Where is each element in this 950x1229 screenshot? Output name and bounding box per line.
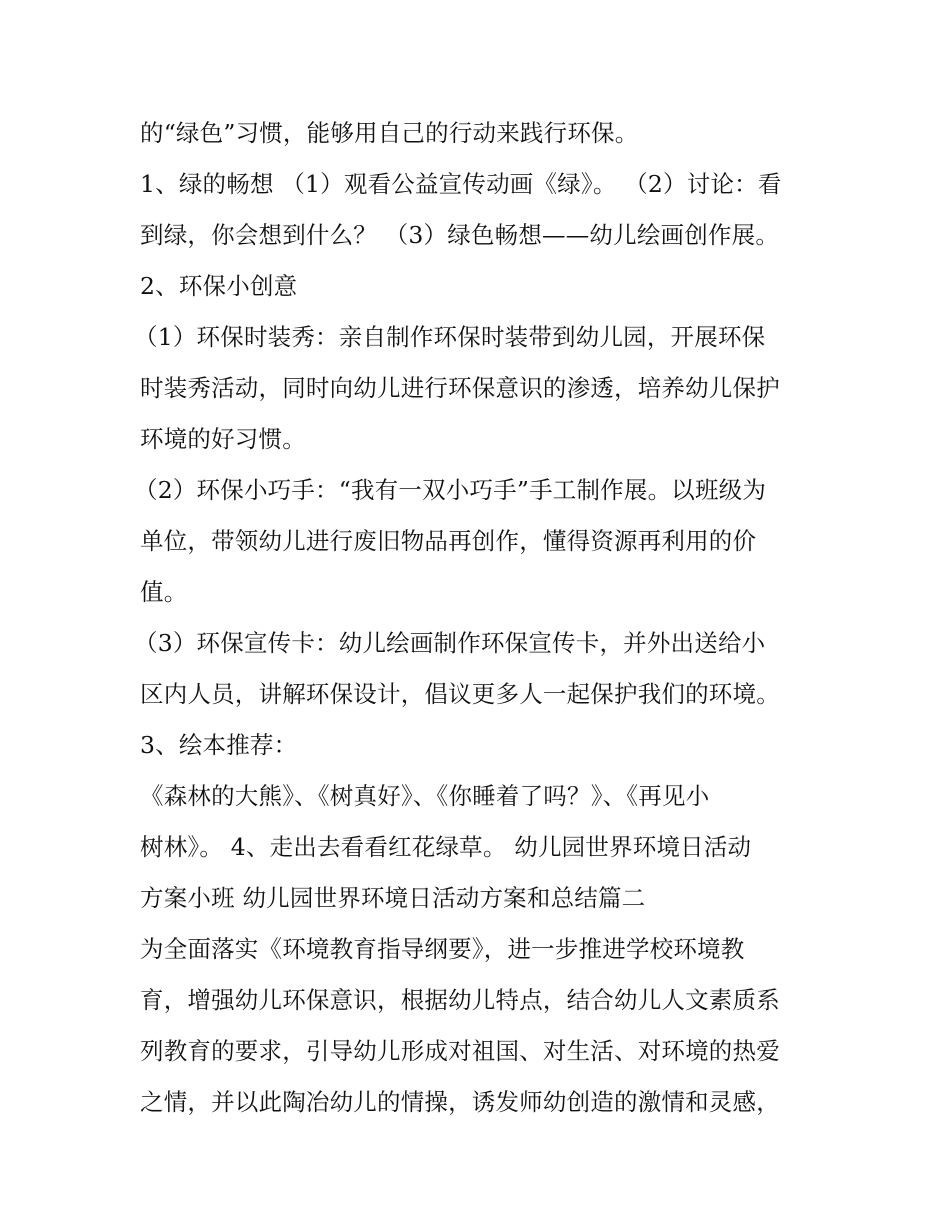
text-line: 的“绿色”习惯，能够用自己的行动来践行环保。 [140,119,639,147]
text-line: 《森林的大熊》、《树真好》、《你睡着了吗？》、《再见小 [140,782,710,810]
text-line: 为全面落实《环境教育指导纲要》，进一步推进学校环境教 [140,935,745,963]
text-line: 育，增强幼儿环保意识，根据幼儿特点，结合幼儿人文素质系 [140,986,780,1014]
text-line: （3）环保宣传卡：幼儿绘画制作环保宣传卡，并外出送给小 [134,629,766,657]
document-body [134,108,820,1128]
section-heading: 2、环保小创意 [140,272,298,300]
text-line: 值。 [140,578,188,606]
text-line: 树林》。 4、走出去看看红花绿草。 幼儿园世界环境日活动 [140,833,752,861]
text-line: （1）环保时装秀：亲自制作环保时装带到幼儿园，开展环保 [134,323,766,351]
text-line: 时装秀活动，同时向幼儿进行环保意识的渗透，培养幼儿保护 [140,374,780,402]
text-line: 区内人员，讲解环保设计，倡议更多人一起保护我们的环境。 [140,680,780,708]
text-line: 之情，并以此陶冶幼儿的情操，诱发师幼创造的激情和灵感， [140,1088,780,1116]
section-heading: 3、绘本推荐： [140,731,298,759]
text-line: 到绿，你会想到什么？ （3）绿色畅想——幼儿绘画创作展。 [140,221,780,249]
text-line: 1、绿的畅想 （1）观看公益宣传动画《绿》。 （2）讨论：看 [140,170,782,198]
text-line: 方案小班 幼儿园世界环境日活动方案和总结篇二 [140,884,646,912]
text-line: 单位，带领幼儿进行废旧物品再创作，懂得资源再利用的价 [140,527,757,555]
text-line: 环境的好习惯。 [140,425,306,453]
text-line: 列教育的要求，引导幼儿形成对祖国、对生活、对环境的热爱 [140,1037,780,1065]
text-line: （2）环保小巧手：“我有一双小巧手”手工制作展。以班级为 [134,476,767,504]
